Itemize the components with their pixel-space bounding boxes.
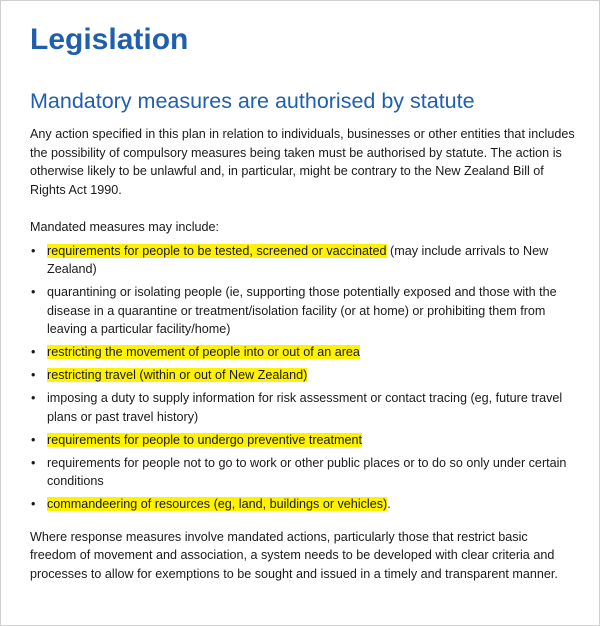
list-item-text: . bbox=[387, 497, 391, 511]
list-item-text: imposing a duty to supply information for risk assessment or contact tracing (eg, future travel plans or past travel history) bbox=[47, 391, 563, 424]
list-item-text: quarantining or isolating people (ie, supporting those potentially exposed and those with the disease in a quarantine or treatment/isolation facility (or at home) or prohibiting them from leaving a particular facility/home) bbox=[47, 285, 557, 336]
intro-paragraph: Any action specified in this plan in relation to individuals, businesses or other entities that includes the possibility of compulsory measures being taken must be authorised by statute. The action is otherwise likely to be unlawful and, in particular, might be contrary to the New Zealand Bill of Rights Act 1990. bbox=[30, 127, 575, 197]
highlighted-text: requirements for people to undergo preventive treatment bbox=[47, 432, 363, 447]
bullet-icon: • bbox=[31, 497, 36, 511]
highlighted-text: restricting the movement of people into or out of an area bbox=[47, 345, 360, 359]
section-heading: Mandatory measures are authorised by statute bbox=[30, 89, 475, 113]
list-item bbox=[30, 495, 575, 514]
list-item bbox=[30, 389, 575, 426]
list-item bbox=[30, 242, 575, 279]
bullet-icon: • bbox=[31, 455, 36, 470]
list-item bbox=[30, 283, 575, 339]
measures-list bbox=[30, 242, 575, 514]
bullet-icon: • bbox=[31, 243, 36, 258]
list-item bbox=[30, 366, 575, 385]
list-item-text: (may include arrivals to New Zealand) bbox=[47, 243, 549, 276]
list-item bbox=[30, 431, 575, 450]
highlighted-text: requirements for people to be tested, screened or vaccinated bbox=[47, 243, 387, 258]
list-item bbox=[30, 454, 575, 491]
bullet-icon: • bbox=[31, 285, 36, 299]
bullet-icon: • bbox=[31, 345, 36, 359]
closing-paragraph: Where response measures involve mandated actions, particularly those that restrict basic freedom of movement and association, a system needs to be developed with clear criteria and processes to allow for exemptions to be sought and issued in a timely and transparent manner. bbox=[30, 529, 558, 581]
bullet-icon: • bbox=[31, 391, 36, 405]
list-item-text: requirements for people not to go to work or other public places or to do so only under certain conditions bbox=[47, 455, 567, 488]
list-intro: Mandated measures may include: bbox=[30, 220, 220, 234]
bullet-icon: • bbox=[31, 368, 36, 382]
bullet-icon: • bbox=[31, 432, 36, 447]
page-title: Legislation bbox=[30, 23, 189, 56]
highlighted-text: commandeering of resources (eg, land, buildings or vehicles) bbox=[47, 497, 388, 511]
highlighted-text: restricting travel (within or out of New Zealand) bbox=[47, 368, 308, 382]
document-page bbox=[30, 22, 575, 583]
list-item bbox=[30, 343, 575, 362]
